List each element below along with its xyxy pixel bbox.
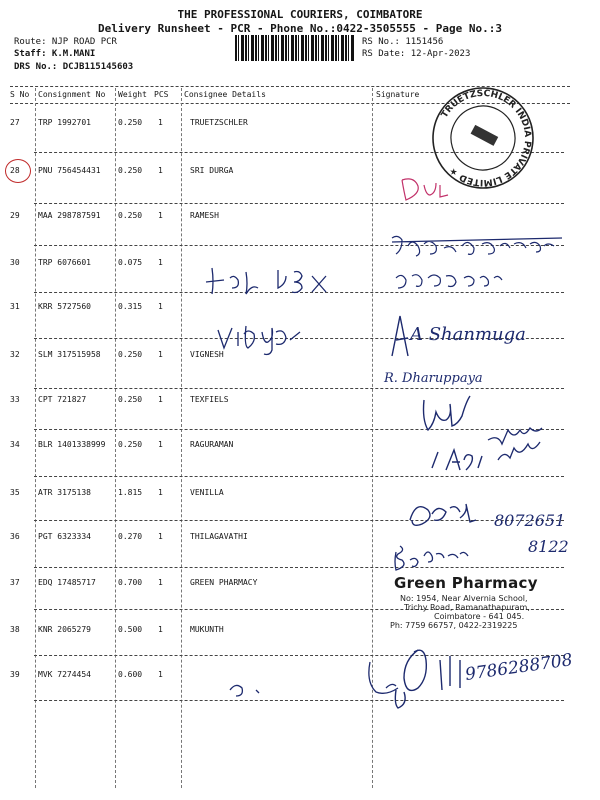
pcs: 1	[158, 211, 163, 220]
pcs: 1	[158, 395, 163, 404]
pcs: 1	[158, 118, 163, 127]
phone-row36-text: 8122	[528, 537, 569, 556]
consignment-no: MAA 298787591	[38, 211, 101, 220]
col-consignment: Consignment No	[38, 90, 106, 99]
consignment-no: PGT 6323334	[38, 532, 91, 541]
weight: 0.250	[118, 395, 143, 404]
pcs: 1	[158, 625, 163, 634]
phone-row35-text: 8072651	[494, 511, 566, 530]
phone-row34	[488, 428, 542, 460]
name-row32-text: R. Dharuppaya	[384, 371, 483, 386]
consignee: RAMESH	[190, 211, 219, 220]
sno: 35	[10, 488, 20, 497]
pcs: 1	[158, 166, 163, 175]
weight: 0.270	[118, 532, 143, 541]
pcs: 1	[158, 488, 163, 497]
svg-text:TRUETZSCHLER INDIA PRIVATE LIM: TRUETZSCHLER INDIA PRIVATE LIMITED ★	[439, 88, 533, 188]
signature-row32-text: A Shanmuga	[410, 324, 526, 345]
pharmacy-address-3: Coimbatore - 641 045.	[434, 612, 525, 621]
sno: 39	[10, 670, 20, 679]
handwriting-row30-name	[396, 275, 502, 288]
consignee: RAGURAMAN	[190, 440, 234, 449]
runsheet-subtitle: Delivery Runsheet - PCR - Phone No.:0422-3505555 - Page No.:3	[98, 22, 502, 35]
pharmacy-name: Green Pharmacy	[394, 574, 538, 592]
sno: 30	[10, 258, 20, 267]
weight: 0.250	[118, 166, 143, 175]
rs-date: RS Date: 12-Apr-2023	[362, 49, 471, 59]
weight: 0.500	[118, 625, 143, 634]
weight: 0.250	[118, 211, 143, 220]
consignment-no: ATR 3175138	[38, 488, 91, 497]
weight: 0.250	[118, 350, 143, 359]
consignee: SRI DURGA	[190, 166, 234, 175]
sno: 37	[10, 578, 20, 587]
handwriting-row30	[206, 268, 326, 294]
pharmacy-stamp	[390, 574, 594, 630]
handwriting-row32	[218, 326, 300, 355]
pcs: 1	[158, 258, 163, 267]
pcs: 1	[158, 578, 163, 587]
consignee: GREEN PHARMACY	[190, 578, 258, 587]
weight: 0.250	[118, 118, 143, 127]
pharmacy-address-1: No: 1954, Near Alvernia School,	[400, 594, 528, 603]
weight: 1.815	[118, 488, 143, 497]
sno: 31	[10, 302, 20, 311]
consignment-no: TRP 6076601	[38, 258, 91, 267]
col-signature: Signature	[376, 90, 420, 99]
pcs: 1	[158, 302, 163, 311]
sno: 38	[10, 625, 20, 634]
weight: 0.250	[118, 440, 143, 449]
company-title: THE PROFESSIONAL COURIERS, COIMBATORE	[177, 8, 423, 21]
sno: 29	[10, 211, 20, 220]
phone-row38-text: 9786288708	[463, 650, 574, 685]
sno: 34	[10, 440, 20, 449]
col-consignee: Consignee Details	[184, 90, 266, 99]
pcs: 1	[158, 670, 163, 679]
consignment-no: BLR 1401338999	[38, 440, 106, 449]
sno: 28	[10, 166, 20, 175]
consignee: MUKUNTH	[190, 625, 224, 634]
signature-row28	[402, 179, 448, 200]
consignee: VENILLA	[190, 488, 224, 497]
consignee: THILAGAVATHI	[190, 532, 248, 541]
signature-row33	[424, 396, 471, 430]
pcs: 1	[158, 350, 163, 359]
drs-label: DRS No.: DCJB115145603	[14, 62, 134, 72]
pcs: 1	[158, 440, 163, 449]
consignment-no: EDQ 17485717	[38, 578, 96, 587]
consignment-no: SLM 317515958	[38, 350, 101, 359]
consignment-no: CPT 721827	[38, 395, 87, 404]
handwriting-row39	[230, 662, 398, 696]
signature-row38	[395, 650, 460, 708]
consignee: TEXFIELS	[190, 395, 229, 404]
pcs: 1	[158, 532, 163, 541]
weight: 0.075	[118, 258, 143, 267]
col-weight: Weight	[118, 90, 147, 99]
consignee: TRUETZSCHLER	[190, 118, 248, 127]
signature-row32-mark	[392, 316, 408, 356]
handwriting-row30-signature	[392, 236, 562, 256]
weight: 0.700	[118, 578, 143, 587]
signature-row36	[395, 546, 468, 570]
sno: 33	[10, 395, 20, 404]
weight: 0.315	[118, 302, 143, 311]
route-label: Route: NJP ROAD PCR	[14, 37, 117, 47]
weight: 0.600	[118, 670, 143, 679]
signature-row35	[410, 504, 476, 525]
signature-row34	[432, 450, 482, 470]
col-sno: S No	[10, 90, 30, 99]
pharmacy-phone: Ph: 7759 66757, 0422-2319225	[390, 621, 518, 630]
pharmacy-address-2: Trichy Road, Ramanathapuram,	[404, 603, 530, 612]
sno: 27	[10, 118, 20, 127]
sno: 32	[10, 350, 20, 359]
consignment-no: KNR 2065279	[38, 625, 91, 634]
rs-number: RS No.: 1151456	[362, 37, 444, 47]
col-pcs: PCS	[154, 90, 169, 99]
staff-label: Staff: K.M.MANI	[14, 49, 96, 59]
consignee: VIGNESH	[190, 350, 224, 359]
consignment-no: MVK 7274454	[38, 670, 91, 679]
sno: 36	[10, 532, 20, 541]
consignment-no: PNU 756454431	[38, 166, 101, 175]
consignment-no: TRP 1992701	[38, 118, 91, 127]
consignment-no: KRR 5727560	[38, 302, 91, 311]
